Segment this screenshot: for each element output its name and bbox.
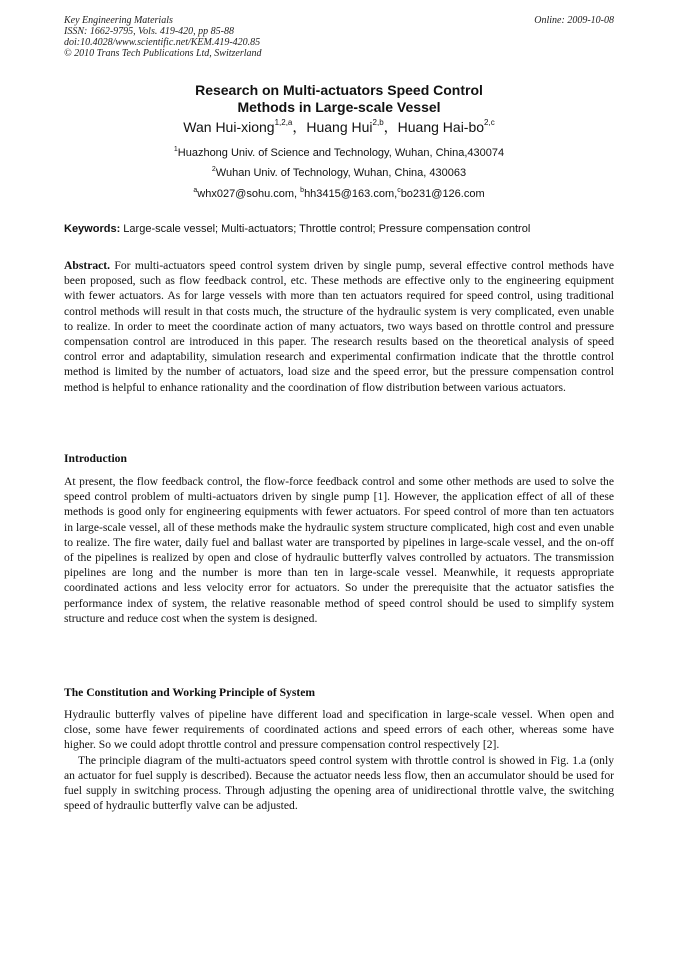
- paragraph: At present, the flow feedback control, the flow-force feedback control and some other methods are used to solve the speed control problem of multi-actuators driven by single pump [1]. However, the application effect of all of these methods is good only for engineering equipments with fewer actuators. For speed control of more than ten actuators in large-scale vessel, all of these methods make the hydraulic system structure complicated, high cost and even unable to realize. The fire water, daily fuel and ballast water are transported by pipelines in large-scale vessel, and the on-off of the pipelines is realized by open and close of hydraulic butterfly valves controlled by actuators. The transmission pipelines are long and the number is more than ten in large-scale vessel. Meanwhile, it requests appropriate coordinated actions and less velocity error for actuators. So under the prerequisite that the actuator satisfies the performance index of system, the relative reasonable method of speed control should be used to simplify system structure and reduce cost when the system is designed.: [64, 475, 614, 625]
- keywords-label: Keywords:: [64, 223, 121, 235]
- doi-line: doi:10.4028/www.scientific.net/KEM.419-420.85: [64, 37, 261, 48]
- title-line-1: Research on Multi-actuators Speed Control: [195, 82, 483, 98]
- email-text: hh3415@163.com,: [304, 188, 398, 200]
- affiliation-text: Huazhong Univ. of Science and Technology, Wuhan, China,430074: [177, 147, 505, 159]
- abstract-paragraph: [64, 258, 614, 395]
- email-sup: b: [300, 187, 305, 194]
- author-sup: 1,2,a: [274, 118, 293, 127]
- author-sup: 2,b: [372, 118, 384, 127]
- constitution-body: [64, 707, 614, 813]
- email-sup: a: [193, 187, 198, 194]
- email-text: bo231@126.com: [400, 188, 485, 200]
- copyright-line: © 2010 Trans Tech Publications Ltd, Switzerland: [64, 48, 262, 59]
- keywords: [64, 222, 614, 236]
- author-sup: 2,c: [484, 118, 495, 127]
- online-date: Online: 2009-10-08: [534, 15, 614, 26]
- title-line-2: Methods in Large-scale Vessel: [237, 99, 441, 115]
- introduction-body: [64, 474, 614, 626]
- paper-title: [64, 82, 614, 116]
- affiliation-2: [64, 166, 614, 180]
- author-separator: ，: [383, 119, 398, 135]
- section-heading-introduction: Introduction: [64, 452, 127, 465]
- email-sup: c: [397, 187, 401, 194]
- author-separator: ，: [292, 119, 307, 135]
- author-name: Huang Hui: [306, 119, 373, 135]
- author-name: Huang Hai-bo: [397, 119, 485, 135]
- paragraph: Hydraulic butterfly valves of pipeline have different load and specification in large-scale vessel. When open and close, some have fewer requirements of coordinated actions and speed errors of each other, whereas some have higher. So we could adopt throttle control and pressure compensation control respectively [2].: [64, 708, 614, 752]
- email-text: whx027@sohu.com,: [197, 188, 301, 200]
- author-name: Wan Hui-xiong: [183, 119, 275, 135]
- email-line: [64, 187, 614, 201]
- abstract: [64, 258, 614, 395]
- affiliation-sup: 1: [173, 146, 178, 153]
- affiliation-sup: 2: [211, 166, 216, 173]
- affiliation-text: Wuhan Univ. of Technology, Wuhan, China, 430063: [215, 167, 467, 179]
- journal-header: [64, 15, 262, 59]
- issn-line: ISSN: 1662-9795, Vols. 419-420, pp 85-88: [64, 26, 234, 37]
- section-heading-constitution: The Constitution and Working Principle of System: [64, 686, 316, 699]
- abstract-text: For multi-actuators speed control system driven by single pump, several effective control methods have been proposed, such as flow feedback control, etc. These methods are effective only to the engineering equipment with fewer actuators. As for large vessels with more than ten actuators required for speed control, using traditional control methods will result in that costs much, the structure of the hydraulic system is very complicated, even unable to realize. In order to meet the coordinate action of many actuators, two ways based on throttle control and pressure compensation control are introduced in this paper. The research results based on the theoretical analysis of speed control error and adaptability, simulation research and experimental confirmation indicate that the throttle control method is limited by the number of actuators, load size and the speed error, but the pressure compensation control method is helpful to enhance rationality and the coordination of flow distribution between various actuators.: [64, 259, 614, 394]
- paragraph: The principle diagram of the multi-actuators speed control system with throttle control is showed in Fig. 1.a (only an actuator for fuel supply is described). Because the actuator needs less flow, then an accumulator should be used for fuel supply in switching process. Through adjusting the opening area of unidirectional throttle valve, the switching speed of hydraulic butterfly valve can be adjusted.: [64, 753, 614, 813]
- keywords-text: Large-scale vessel; Multi-actuators; Throttle control; Pressure compensation control: [120, 223, 531, 235]
- affiliation-1: [64, 146, 614, 160]
- journal-name: Key Engineering Materials: [64, 15, 173, 26]
- abstract-label: Abstract.: [64, 259, 111, 272]
- author-list: [64, 117, 614, 137]
